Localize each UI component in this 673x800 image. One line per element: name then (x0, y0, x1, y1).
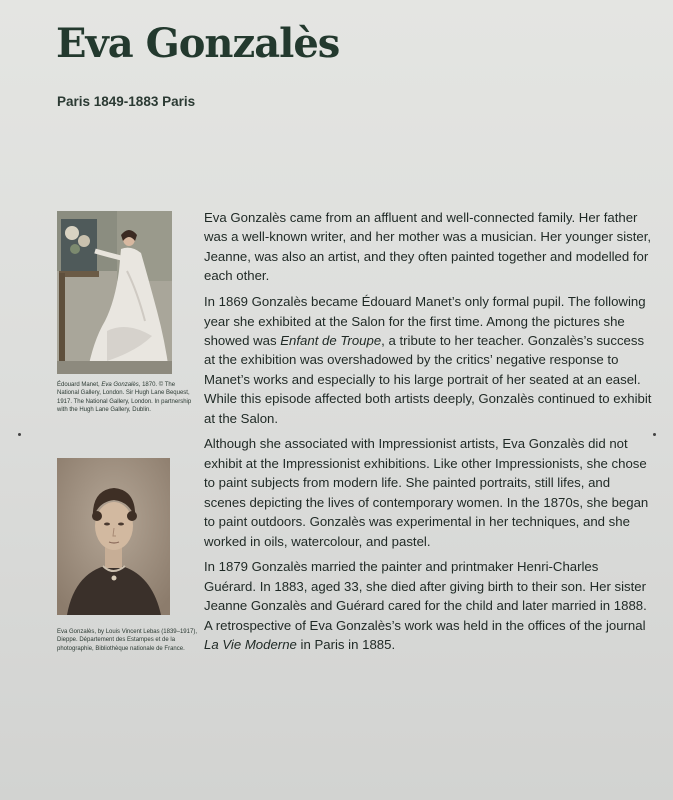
wall-mount-dot-right (653, 433, 656, 436)
paragraph: Although she associated with Impressionist artists, Eva Gonzalès did not exhibit at the Impressionist exhibitions. Like other Impressionists, she chose to paint subjects from modern life. She painted portraits, still lifes, and scenes depicting the lives of contemporary women. In the 1870s, she began to paint outdoors. Gonzalès was experimental in her techniques, and she worked in oils, watercolour, and pastel. (204, 436, 649, 549)
image-caption-portrait-photograph: Eva Gonzalès, by Louis Vincent Lebas (1839–1917), Dieppe. Département des Estampes et de la photographie, Bibliothèque nationale de France. (57, 629, 197, 652)
wall-mount-dot-left (18, 433, 21, 436)
paragraph: Eva Gonzalès came from an affluent and well-connected family. Her father was a well-known writer, and her mother was a musician. Her younger sister, Jeanne, was also an artist, and they often painted together and modelled for each other. (204, 210, 652, 284)
life-dates-subtitle: Paris 1849-1883 Paris (57, 94, 196, 109)
painting-eva-gonzales-at-easel-icon (57, 211, 172, 374)
portrait-photograph-icon (57, 458, 170, 615)
page-title: Eva Gonzalès (56, 20, 340, 67)
biography-text (204, 208, 654, 661)
paragraph: In 1879 Gonzalès married the painter and printmaker Henri-Charles Guérard. In 1883, aged 33, she died after giving birth to their son. Her sister Jeanne Gonzalès and Guérard cared for the child and later married in 1888. A retrospective of Eva Gonzalès’s work was held in the offices of the journal La Vie Moderne in Paris in 1885. (204, 559, 647, 653)
image-caption-manet-painting: Édouard Manet, Eva Gonzalès, 1870. © The National Gallery, London. Sir Hugh Lane Bequest, 1917. The National Gallery, London. In partnership with the Hugh Lane Gallery, Dublin. (57, 382, 192, 414)
paragraph: In 1869 Gonzalès became Édouard Manet’s only formal pupil. The following year she exhibited at the Salon for the first time. Among the pictures she showed was Enfant de Troupe, a tribute to her teacher. Gonzalès’s success at the exhibition was overshadowed by the critics’ negative response to Manet’s works and especially to his large portrait of her seated at an easel. While this episode affected both artists deeply, Gonzalès continued to exhibit at the Salon. (204, 294, 652, 426)
